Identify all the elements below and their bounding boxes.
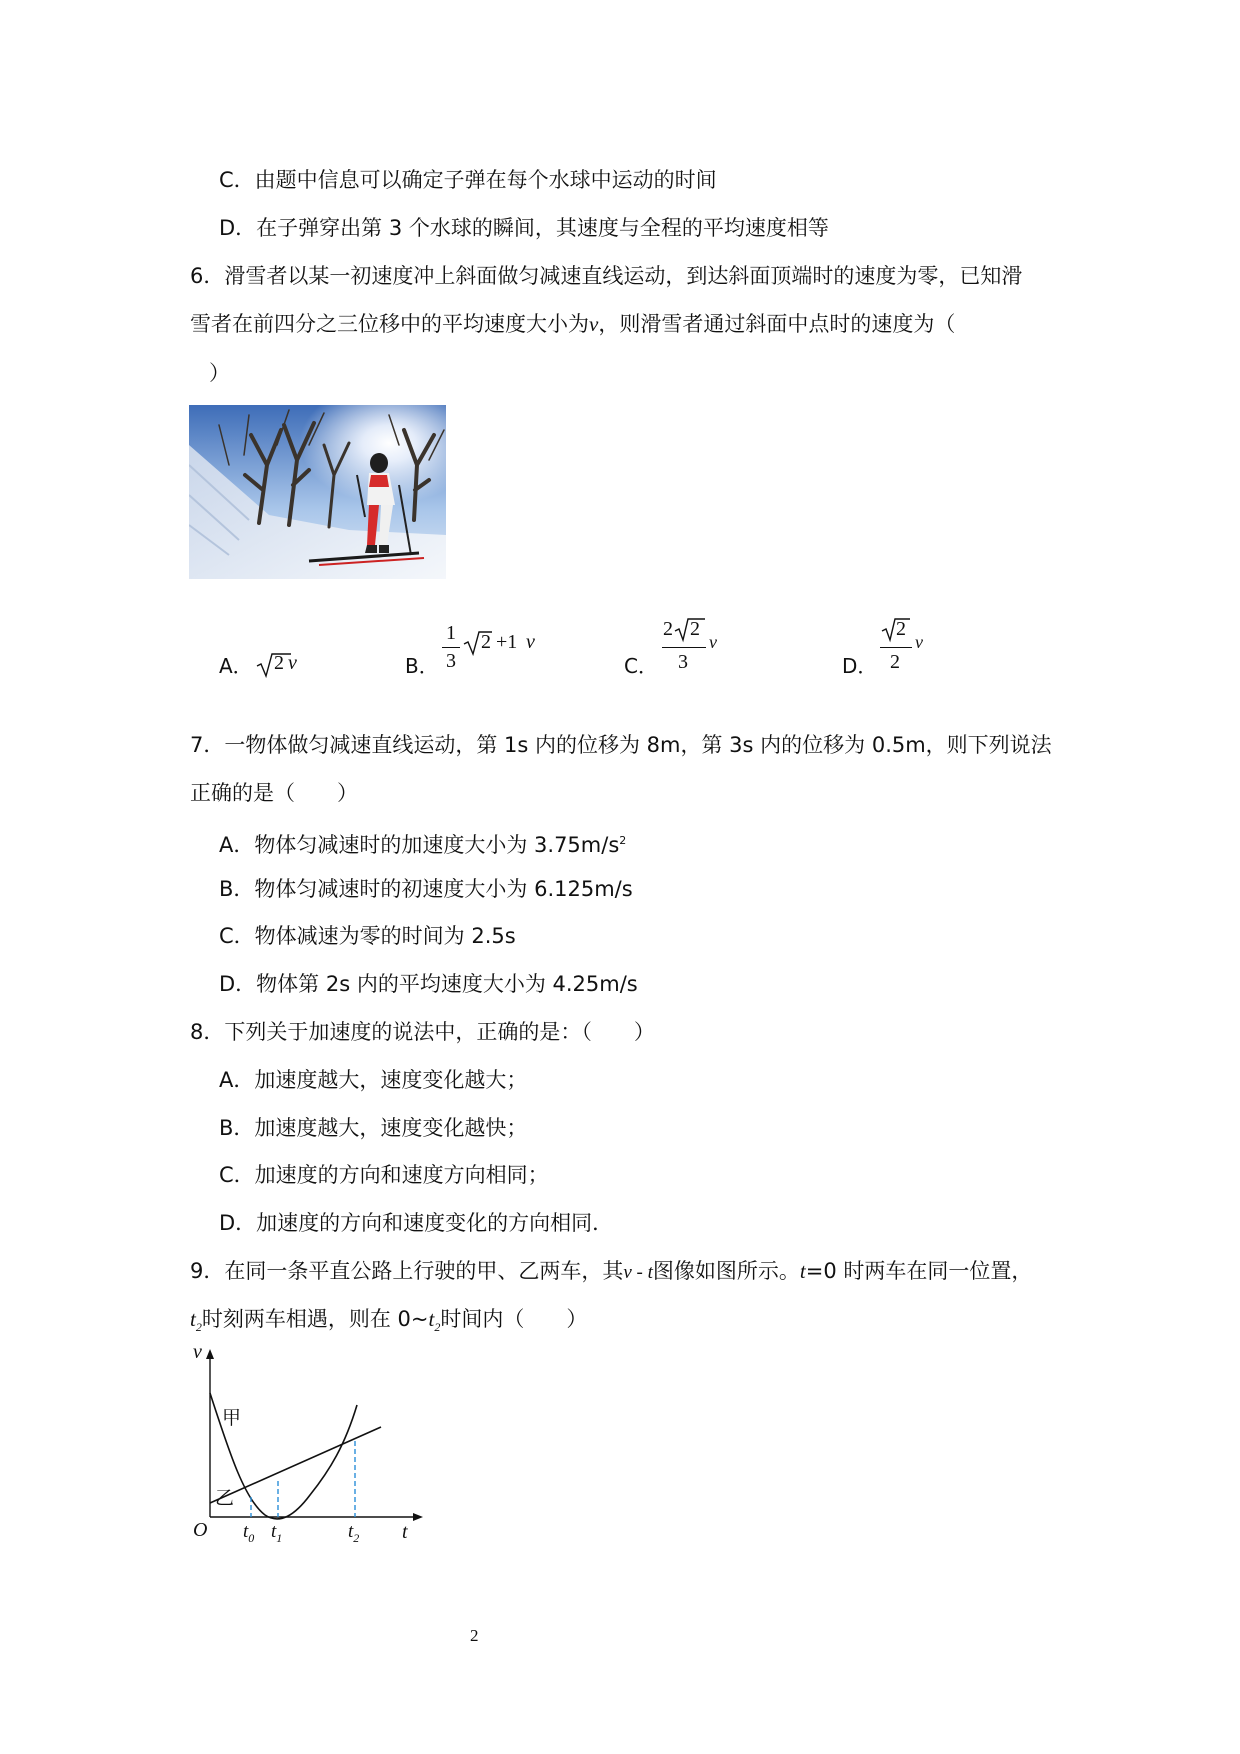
q6-option-c-math: 2 2 3 v	[663, 618, 717, 673]
q6-stem-line2: 雪者在前四分之三位移中的平均速度大小为v，则滑雪者通过斜面中点时的速度为（	[190, 312, 956, 336]
origin-label: O	[193, 1519, 208, 1541]
t0-label: $t_0$	[243, 1521, 255, 1545]
q8-stem: 8．下列关于加速度的说法中，正确的是：（ ）	[190, 1020, 655, 1044]
q6-stem-line3: ）	[209, 361, 230, 385]
q6-option-a: A．	[219, 654, 253, 678]
q8-option-c: C．加速度的方向和速度方向相同；	[219, 1163, 549, 1187]
page-number: 2	[470, 1626, 479, 1645]
q6-option-c: C．	[624, 654, 658, 678]
v-axis-arrow	[206, 1349, 214, 1359]
t2-label: $t_2$	[348, 1521, 360, 1545]
jia-label: 甲	[222, 1407, 242, 1429]
q7-option-b: B．物体匀减速时的初速度大小为 6.125m/s	[219, 877, 633, 901]
yi-label: 乙	[215, 1487, 235, 1509]
q5-option-d: D．在子弹穿出第 3 个水球的瞬间，其速度与全程的平均速度相等	[219, 216, 829, 240]
q7-option-a: A．物体匀减速时的加速度大小为 $3.75m/s^2$	[219, 833, 627, 857]
t1-label: $t_1$	[271, 1521, 283, 1545]
vt-graph	[185, 1341, 425, 1545]
q9-stem-line2: $t_2$时刻两车相遇，则在 $0\sim t_2$时间内（ ）	[190, 1307, 588, 1335]
q8-option-a: A．加速度越大，速度变化越大；	[219, 1068, 528, 1092]
q6-option-b-math: 1 3 2 +1 v	[440, 620, 540, 676]
q5-option-c: C．由题中信息可以确定子弹在每个水球中运动的时间	[219, 168, 717, 192]
q6-option-d-math: 2 2 v	[878, 614, 928, 674]
q6-option-a-math: 2 v	[255, 650, 305, 684]
t-axis-arrow	[413, 1513, 423, 1521]
q8-option-b: B．加速度越大，速度变化越快；	[219, 1116, 528, 1140]
skier-photo	[189, 405, 446, 579]
q7-stem-line2: 正确的是（ ）	[190, 781, 358, 805]
v-axis-label: v	[193, 1341, 202, 1363]
q6-option-d: D．	[842, 654, 878, 678]
q8-option-d: D．加速度的方向和速度变化的方向相同．	[219, 1211, 614, 1235]
t-axis-label: t	[402, 1521, 408, 1543]
q7-stem-line1: 7．一物体做匀减速直线运动，第 1s 内的位移为 8m，第 3s 内的位移为 0.5m，则下列说法	[190, 733, 1052, 757]
q7-option-d: D．物体第 2s 内的平均速度大小为 4.25m/s	[219, 972, 638, 996]
q9-stem-line1: 9．在同一条平直公路上行驶的甲、乙两车，其v - t图像如图所示。t=0 时两车在同一位置，	[190, 1259, 1033, 1283]
vt-graph-svg	[185, 1345, 425, 1545]
q7-option-c: C．物体减速为零的时间为 2.5s	[219, 924, 516, 948]
q6-option-b: B．	[405, 654, 439, 678]
q6-stem-line1: 6．滑雪者以某一初速度冲上斜面做匀减速直线运动，到达斜面顶端时的速度为零，已知滑	[190, 264, 1023, 288]
